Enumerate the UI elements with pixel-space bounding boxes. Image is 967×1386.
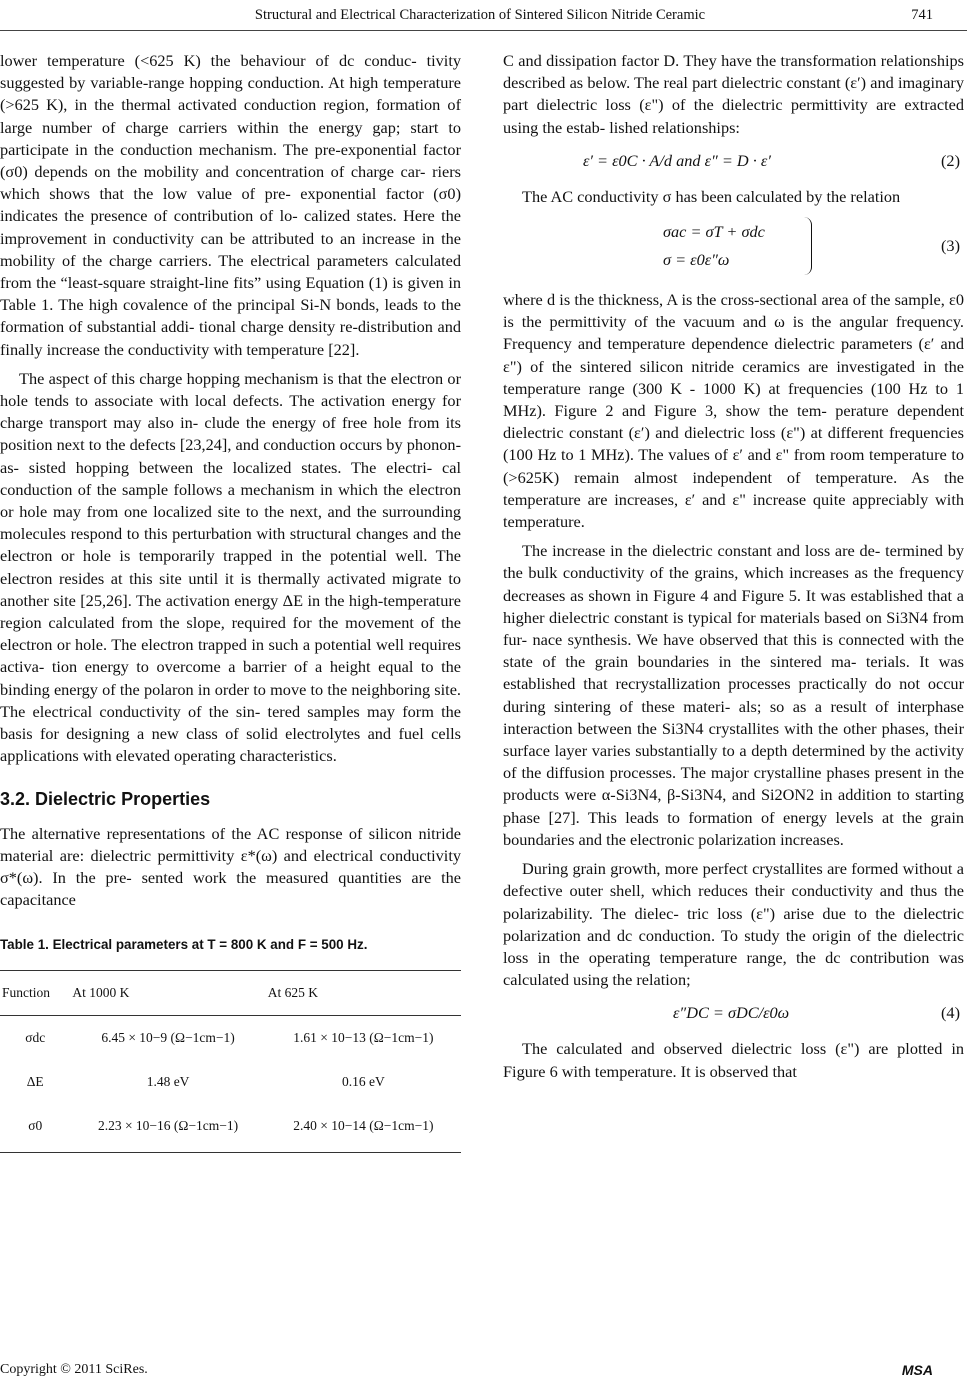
table-header-cell: At 1000 K (70, 970, 265, 1015)
table-cell: 2.40 × 10−14 (Ω−1cm−1) (266, 1104, 461, 1152)
paragraph: lower temperature (<625 K) the behaviour of dc conduc- tivity suggested by variable-range hopping conduction. At high temperature (>625 K), in the thermal activated conduction region, formation of large number of charge carriers within the energy gap; start to participate in the conduction mechanism. The pre-exponential factor (σ0) depends on the mobility and concentration of charge car- riers which shows that the low value of pre- exponential factor (σ0) indicates the presence of contribution of lo- calized states. Here the improvement in conductivity can be attributed to an increase in the mobility of the charge carriers. The electrical parameters calculated from the “least-square straight-line fits” using Equation (1) is given in Table 1. The high covalence of the principal Si-N bonds, leads to the formation of substantial addi- tional charge density re-distribution and finally increase the conductivity with temperature [22]. (0, 51, 461, 359)
table-row (0, 1104, 461, 1152)
paragraph: The AC conductivity σ has been calculated by the relation (522, 186, 901, 206)
equation-number: (2) (941, 150, 960, 170)
equation-line: σac = σT + σdc (663, 222, 765, 242)
table-header-cell: Function (0, 970, 70, 1015)
paragraph: The alternative representations of the AC response of silicon nitride material are: dielectric permittivity ε*(ω) and electrical conductivity σ*(ω). In the pre- sented work the measured quantities are the capacitance (0, 823, 461, 910)
table-cell: ΔE (26, 1074, 44, 1090)
parameters-table (0, 970, 461, 1153)
paragraph: The increase in the dielectric constant and loss are de- termined by the bulk conductivity of the grains, which increases as the frequency decreases as shown in Figure 4 and Figure 5. It was established that a higher dielectric constant is typical for materials based on Si3N4 from fur- nace synthesis. We have observed that this is connected with the state of the grain boundaries in the sintered ma- terials. It was established that recrystallization processes practically do not occur during sintering of these materi- als; so as a result of interphase interaction between the Si3N4 crystallites with the other phases, their surface layer varies substantially to a depth determined by the activity of the diffusion processes. The major crystalline phases present in the products were α-Si3N4, β-Si3N4, and Si2ON2 in addition to starting phase [27]. This leads to formation of energy levels at the grain boundaries and the electronic polarization increases. (503, 541, 964, 849)
table-header-cell: At 625 K (266, 970, 461, 1015)
table-cell: σ0 (0, 1104, 70, 1152)
right-column (503, 50, 964, 1090)
paragraph: C and dissipation factor D. They have the transformation relationships described as below. The real part dielectric constant (ε′) and imaginary part dielectric loss (ε") of the dielectric permittivity are extracted using the estab- lished relationships: (503, 51, 964, 137)
brace (803, 217, 812, 275)
table-cell: σdc (25, 1029, 46, 1045)
equation-body: ε″DC = σDC/ε0ω (673, 1003, 790, 1023)
paragraph: The aspect of this charge hopping mechanism is that the electron or hole tends to associate with local defects. The activation energy for charge transport may also in- clude the energy of free hole from its position next to the defects [23,24], and conduction occurs by phonon-as- sisted hopping between the localized states. The electri- cal conduction of the sample follows a mechanism in which the electron or hole may from one localized site to the next, and the surrounding molecules respond to this perturbation with structural changes and the electron or hole is temporarily trapped in the potential well. The electron resides at this site until it is thermally activated migrate to another site [25,26]. The activation energy ΔE in the high-temperature region calculated from the slope, required for the movement of the electron or hole. The electron trapped in such a potential well requires activa- tion energy to overcome a barrier of a height equal to the binding energy of the polaron in order to move to the neighboring site. The electrical conductivity of the sin- tered samples may form the basis for designing a new class of solid electrolytes and fuel cells applications with elevated operating characteristics. (0, 368, 461, 766)
copyright: Copyright © 2011 SciRes. (0, 1362, 148, 1377)
equation-number: (4) (941, 1003, 960, 1023)
equation-number: (3) (941, 236, 960, 256)
running-title: Structural and Electrical Characterization of Sintered Silicon Nitride Ceramic (254, 7, 706, 23)
table-cell: 2.23 × 10−16 (Ω−1cm−1) (70, 1104, 265, 1152)
table-row (0, 1015, 461, 1060)
table-cell: 1.48 eV (146, 1074, 190, 1090)
paragraph: During grain growth, more perfect crystallites are formed without a defective outer shell, which reduces their conductivity and thus the polarizability. The dielec- tric loss (ε") arise due to the dielectric polarization and dc conduction. To study the origin of the dielectric loss in the operating temperature range, the dc contribution was calculated using the relation; (503, 859, 964, 990)
journal-name: MSA (901, 1362, 933, 1378)
equation-line: σ = ε0ε″ω (663, 250, 730, 270)
equation-2 (503, 146, 964, 176)
table-cell: 0.16 eV (341, 1074, 385, 1090)
table-cell: 6.45 × 10−9 (Ω−1cm−1) (101, 1029, 235, 1045)
page-number: 741 (911, 7, 933, 23)
equation-4 (503, 998, 964, 1028)
section-heading: 3.2. Dielectric Properties (0, 788, 211, 809)
equation-body: ε′ = ε0C · A/d and ε″ = D · ε′ (583, 150, 771, 170)
left-column (0, 50, 461, 1153)
table-caption: Table 1. Electrical parameters at T = 800 K and F = 500 Hz. (0, 936, 368, 952)
equation-3 (503, 215, 964, 279)
page-header (0, 0, 967, 31)
paragraph: The calculated and observed dielectric loss (ε") are plotted in Figure 6 with temperature. It is observed that (503, 1039, 964, 1081)
table-cell: 1.61 × 10−13 (Ω−1cm−1) (293, 1029, 434, 1045)
paragraph: where d is the thickness, A is the cross-sectional area of the sample, ε0 is the permittivity of the vacuum and ω is the angular frequency. Frequency and temperature dependence dielectric parameters (ε′ and ε") of the sintered silicon nitride ceramics are investigated in the temperature range (300 K - 1000 K) at frequencies (100 Hz to 1 MHz). Figure 2 and Figure 3, show the tem- perature dependent dielectric constant (ε′) and dielectric loss (ε") at different frequencies (100 Hz to 1 MHz). The values of ε′ and ε" from room temperature to (>625K) remain almost independent of temperature. As the temperature are increases, ε′ and ε" increase quite appreciably with temperature. (503, 290, 964, 532)
table-row (0, 1060, 461, 1104)
